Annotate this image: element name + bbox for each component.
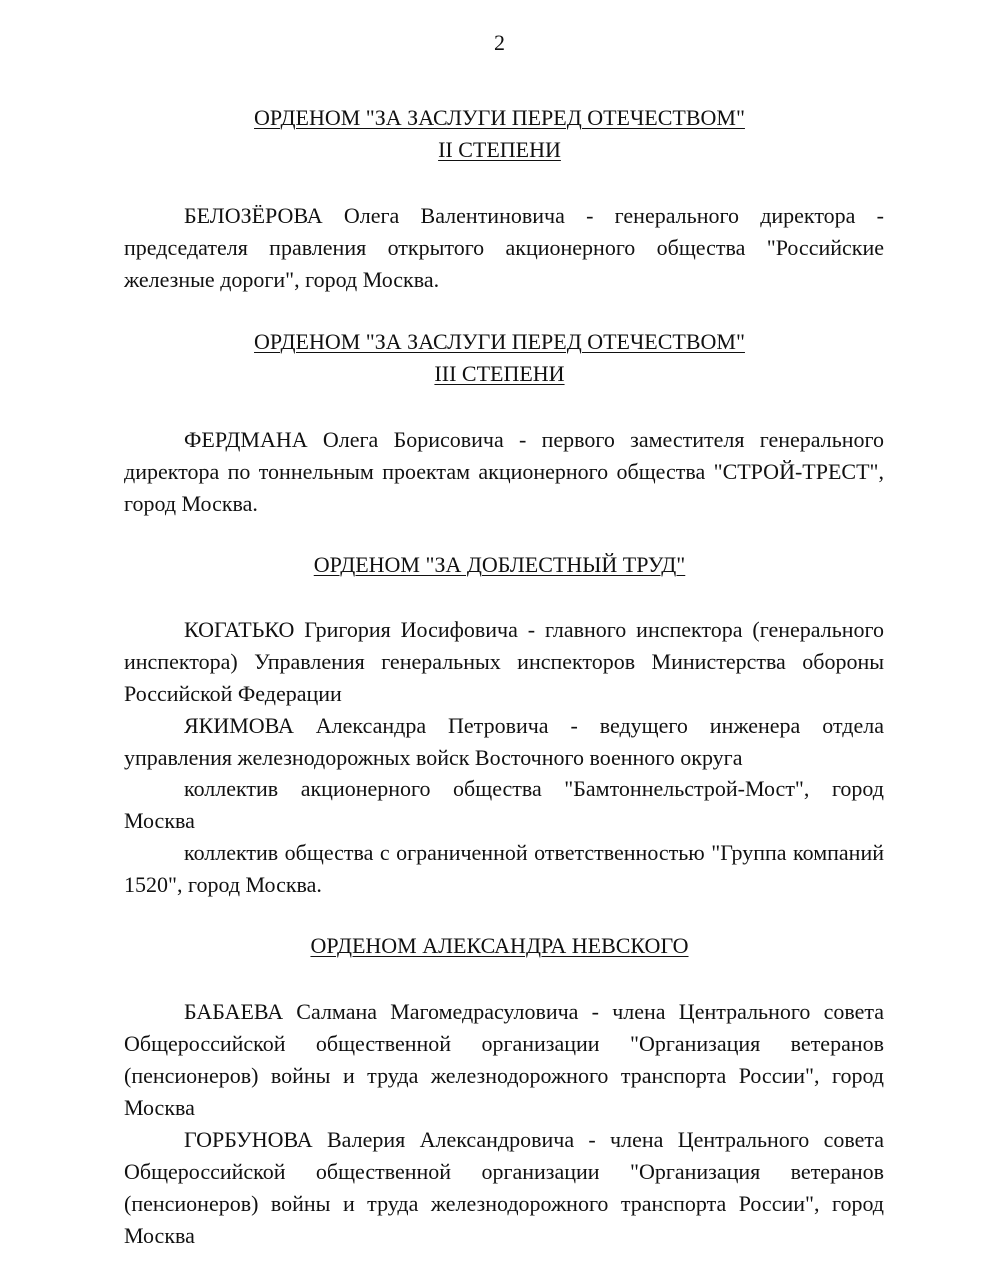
- section-heading-order-merit-3: [0, 326, 999, 358]
- heading-line: III СТЕПЕНИ: [434, 361, 565, 386]
- award-entry: БЕЛОЗЁРОВА Олега Валентиновича - генерального директора - председателя правления открытого акционерного общества "Российские железные дороги", город Москва.: [124, 203, 884, 292]
- heading-line: ОРДЕНОМ "ЗА ДОБЛЕСТНЫЙ ТРУД": [313, 552, 686, 577]
- award-entry: ФЕРДМАНА Олега Борисовича - первого заместителя генерального директора по тоннельным проектам акционерного общества "СТРОЙ-ТРЕСТ", город Москва.: [124, 427, 884, 516]
- heading-line: ОРДЕНОМ АЛЕКСАНДРА НЕВСКОГО: [310, 933, 689, 958]
- page-number: 2: [494, 30, 505, 55]
- award-entry: ГОРБУНОВА Валерия Александровича - члена Центрального совета Общероссийской общественной организации "Организация ветеранов (пенсионеров) войны и труда железнодорожного транспорта России", город Москва: [124, 1127, 884, 1248]
- section-heading-degree: [0, 358, 999, 390]
- section-heading-degree: [0, 134, 999, 166]
- heading-line: ОРДЕНОМ "ЗА ЗАСЛУГИ ПЕРЕД ОТЕЧЕСТВОМ": [254, 105, 745, 130]
- award-entry: коллектив акционерного общества "Бамтоннельстрой-Мост", город Москва: [124, 776, 884, 833]
- section-heading-order-alexander-nevsky: [0, 930, 999, 962]
- award-entry: ЯКИМОВА Александра Петровича - ведущего инженера отдела управления железнодорожных войск Восточного военного округа: [124, 713, 884, 770]
- section-heading-order-valiant-labour: [0, 549, 999, 581]
- award-entry: коллектив общества с ограниченной ответственностью "Группа компаний 1520", город Москва.: [124, 840, 884, 897]
- heading-line: II СТЕПЕНИ: [438, 137, 561, 162]
- heading-line: ОРДЕНОМ "ЗА ЗАСЛУГИ ПЕРЕД ОТЕЧЕСТВОМ": [254, 329, 745, 354]
- award-entry: БАБАЕВА Салмана Магомедрасуловича - члена Центрального совета Общероссийской общественной организации "Организация ветеранов (пенсионеров) войны и труда железнодорожного транспорта России", город Москва: [124, 999, 884, 1120]
- section-heading-order-merit-2: [0, 102, 999, 134]
- award-entry: КОГАТЬКО Григория Иосифовича - главного инспектора (генерального инспектора) Управления генеральных инспекторов Министерства обороны Российской Федерации: [124, 617, 884, 706]
